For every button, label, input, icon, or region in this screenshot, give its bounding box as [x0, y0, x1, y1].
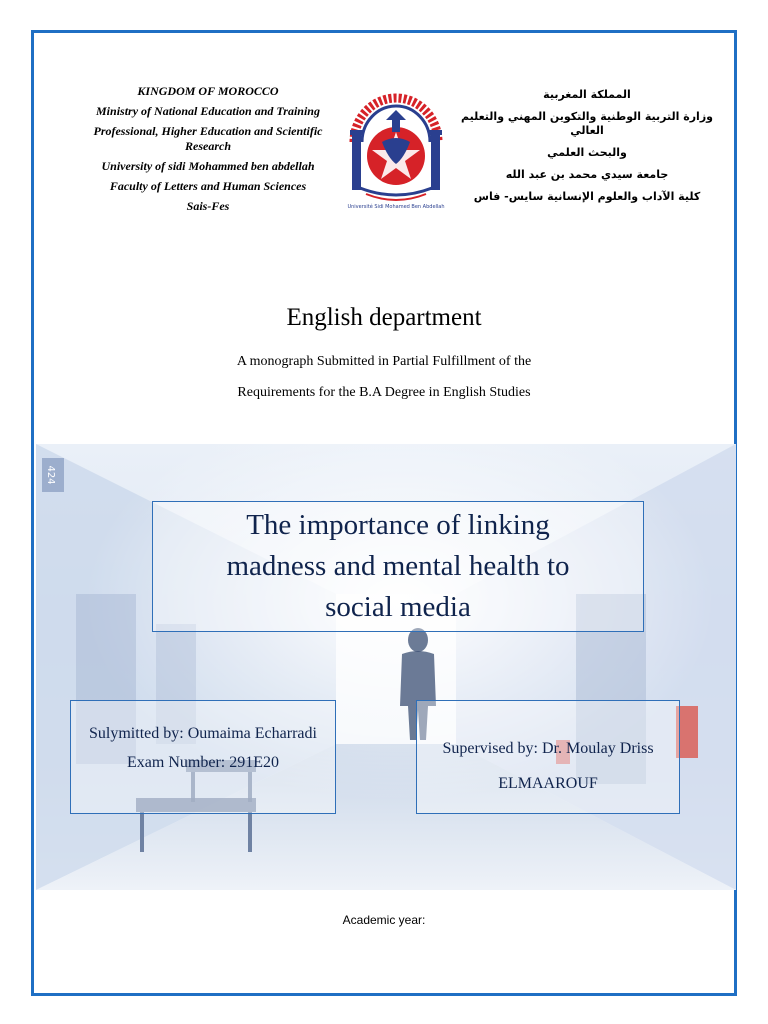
submission-statement: A monograph Submitted in Partial Fulfillment of the Requirements for the B.A Degree in English Studies — [236, 354, 532, 400]
logo-caption: Université Sidi Mohamed Ben Abdellah — [347, 204, 445, 210]
institution-header-arabic — [452, 88, 722, 212]
institution-header-english — [78, 84, 338, 219]
arabic-faculty: كلية الآداب والعلوم الإنسانية سايس- فاس — [473, 190, 701, 203]
student-name: Sulymitted by: Oumaima Echarradi — [89, 725, 317, 742]
department-title: English department — [286, 304, 482, 331]
thesis-title: The importance of linking madness and mental health to social media — [152, 501, 644, 632]
header-faculty: Faculty of Letters and Human Sciences — [109, 179, 307, 193]
academic-year: Academic year: — [342, 913, 426, 927]
university-logo — [342, 78, 450, 210]
supervisor-label: Supervised by: Dr. Moulay Driss — [442, 740, 654, 757]
header-city: Sais-Fes — [186, 199, 230, 213]
student-info-box — [70, 700, 336, 814]
door-number-sign: 424 — [45, 465, 56, 485]
exam-number: Exam Number: 291E20 — [127, 754, 279, 771]
header-kingdom: KINGDOM OF MOROCCO — [137, 84, 279, 98]
arabic-research: والبحث العلمي — [547, 146, 627, 159]
arabic-university: جامعة سيدي محمد بن عبد الله — [505, 168, 669, 181]
supervisor-name: ELMAAROUF — [498, 775, 598, 792]
arabic-ministry: وزارة التربية الوطنية والتكوين المهني والتعليم العالي — [460, 110, 713, 137]
arabic-kingdom: المملكة المغربية — [543, 88, 631, 101]
header-ministry: Ministry of National Education and Training — [96, 104, 320, 118]
header-higher-education: Professional, Higher Education and Scientific Research — [93, 124, 323, 153]
header-university: University of sidi Mohammed ben abdellah — [101, 159, 315, 173]
supervisor-info-box — [416, 700, 680, 814]
